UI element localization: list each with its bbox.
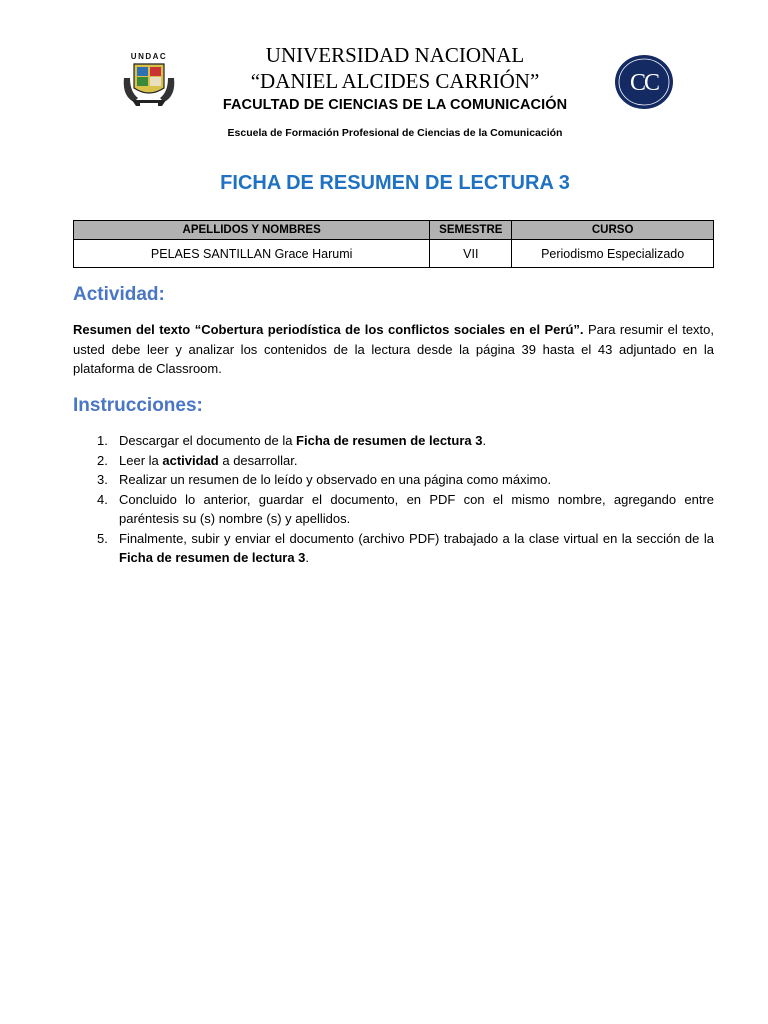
list-item [73, 529, 714, 568]
list-item [73, 431, 714, 451]
cell-semester: VII [430, 240, 512, 268]
step-text: Descargar el documento de la [119, 433, 297, 448]
step-text: Realizar un resumen de lo leído y observado en una página como máximo. [119, 472, 552, 487]
list-item [73, 490, 714, 529]
step-text-end: . [482, 433, 487, 448]
cell-student-name: PELAES SANTILLAN Grace Harumi [74, 240, 430, 268]
header-names: APELLIDOS Y NOMBRES [74, 221, 430, 240]
actividad-rest-text: Para resumir el texto, usted debe leer y analizar los contenidos de la lectura desde la página 39 hasta el 43 adjuntado en la plataforma de Classroom. [73, 322, 714, 376]
step-text: Concluido lo anterior, guardar el documento, en PDF con el mismo nombre, agregando entre paréntesis su (s) nombre (s) y apellidos. [119, 491, 714, 526]
instructions-list [73, 431, 714, 568]
instrucciones-heading: Instrucciones: [73, 395, 203, 416]
step-bold-text: actividad [162, 452, 219, 468]
step-text: Leer la [119, 452, 163, 468]
step-number: 4. [97, 491, 108, 507]
step-text-end: . [305, 550, 310, 565]
list-item [73, 470, 714, 490]
actividad-bold-text: Resumen del texto “Cobertura periodística de los conflictos sociales en el Perú”. [73, 322, 584, 337]
document-title: FICHA DE RESUMEN DE LECTURA 3 [220, 172, 570, 194]
step-bold-text: Ficha de resumen de lectura 3 [119, 550, 306, 565]
step-text-end: a desarrollar. [218, 452, 298, 468]
undac-logo-text: UNDAC [130, 52, 168, 61]
header-semester: SEMESTRE [430, 221, 512, 240]
table-header-row [74, 221, 714, 240]
university-name-line1: UNIVERSIDAD NACIONAL [265, 43, 525, 67]
table-row [74, 240, 714, 268]
step-number: 2. [97, 452, 108, 468]
student-info-table [73, 220, 714, 268]
university-name-line2: “DANIEL ALCIDES CARRIÓN” [250, 69, 540, 93]
actividad-heading: Actividad: [73, 284, 165, 305]
actividad-paragraph [73, 320, 714, 379]
school-name: Escuela de Formación Profesional de Ciencias de la Comunicación [227, 127, 563, 139]
step-number: 1. [97, 433, 108, 448]
step-number: 3. [97, 472, 108, 487]
faculty-logo-text: CC [629, 70, 659, 96]
faculty-logo-icon [614, 54, 674, 110]
list-item [73, 451, 714, 471]
step-text: Finalmente, subir y enviar el documento (archivo PDF) trabajado a la clase virtual en la sección de la [119, 530, 714, 546]
step-bold-text: Ficha de resumen de lectura 3 [296, 433, 483, 448]
header-course: CURSO [512, 221, 714, 240]
step-number: 5. [97, 530, 108, 546]
faculty-name: FACULTAD DE CIENCIAS DE LA COMUNICACIÓN [222, 97, 568, 113]
cell-course: Periodismo Especializado [512, 240, 714, 268]
